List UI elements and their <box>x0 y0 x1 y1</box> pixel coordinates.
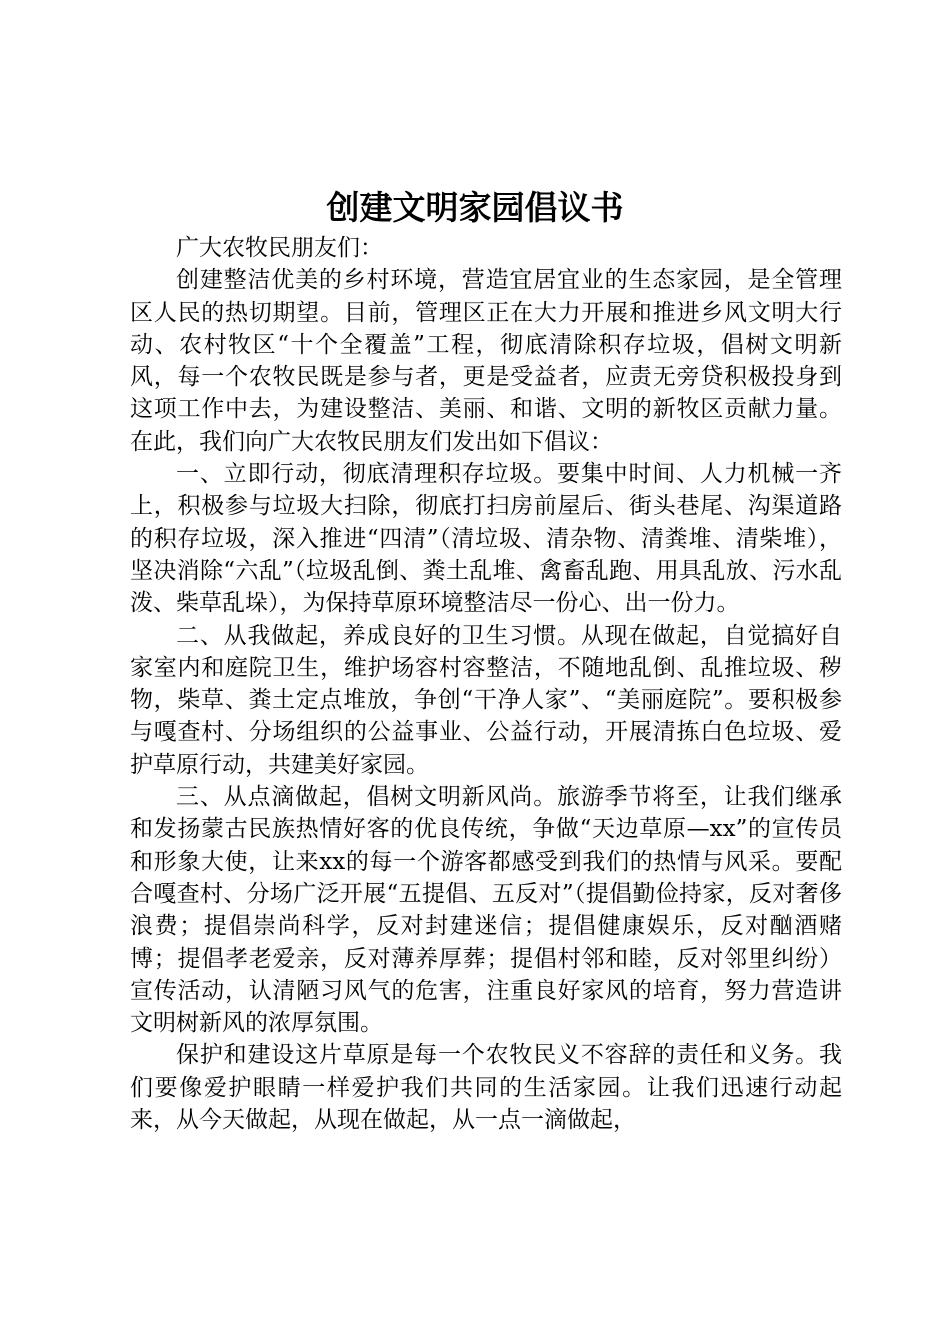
paragraph-proposal-2: 二、从我做起，养成良好的卫生习惯。从现在做起，自觉搞好自家室内和庭院卫生，维护场容村容整洁，不随地乱倒、乱推垃圾、秽物，柴草、粪土定点堆放，争创“干净人家”、“美丽庭院”。要积极参与嘎查村、分场组织的公益事业、公益行动，开展清拣白色垃圾、爱护草原行动，共建美好家园。 <box>130 622 842 778</box>
document-body <box>130 232 842 1136</box>
paragraph-proposal-3: 三、从点滴做起，倡树文明新风尚。旅游季节将至，让我们继承和发扬蒙古民族热情好客的优良传统，争做“天边草原—xx”的宣传员和形象大使，让来xx的每一个游客都感受到我们的热情与风采。要配合嘎查村、分场广泛开展“五提倡、五反对”（提倡勤俭持家，反对奢侈浪费；提倡崇尚科学，反对封建迷信；提倡健康娱乐，反对酗酒赌博；提倡孝老爱亲，反对薄养厚葬；提倡村邻和睦，反对邻里纠纷）宣传活动，认清陋习风气的危害，注重良好家风的培育，努力营造讲文明树新风的浓厚氛围。 <box>130 784 842 1037</box>
paragraph-closing: 保护和建设这片草原是每一个农牧民义不容辞的责任和义务。我们要像爱护眼睛一样爱护我们共同的生活家园。让我们迅速行动起来，从今天做起，从现在做起，从一点一滴做起， <box>130 1042 842 1134</box>
paragraph-proposal-1: 一、立即行动，彻底清理积存垃圾。要集中时间、人力机械一齐上，积极参与垃圾大扫除，彻底打扫房前屋后、街头巷尾、沟渠道路的积存垃圾，深入推进“四清”（清垃圾、清杂物、清粪堆、清柴堆），坚决消除“六乱”（垃圾乱倒、粪土乱堆、禽畜乱跑、用具乱放、污水乱泼、柴草乱垛），为保持草原环境整洁尽一份心、出一份力。 <box>130 461 842 617</box>
document-title: 创建文明家园倡议书 <box>326 188 624 227</box>
salutation: 广大农牧民朋友们： <box>176 235 383 261</box>
paragraph-intro: 创建整洁优美的乡村环境，营造宜居宜业的生态家园，是全管理区人民的热切期望。目前，管理区正在大力开展和推进乡风文明大行动、农村牧区“十个全覆盖”工程，彻底清除积存垃圾，倡树文明新风，每一个农牧民既是参与者，更是受益者，应责无旁贷积极投身到这项工作中去，为建设整洁、美丽、和谐、文明的新牧区贡献力量。在此，我们向广大农牧民朋友们发出如下倡议： <box>130 267 842 455</box>
